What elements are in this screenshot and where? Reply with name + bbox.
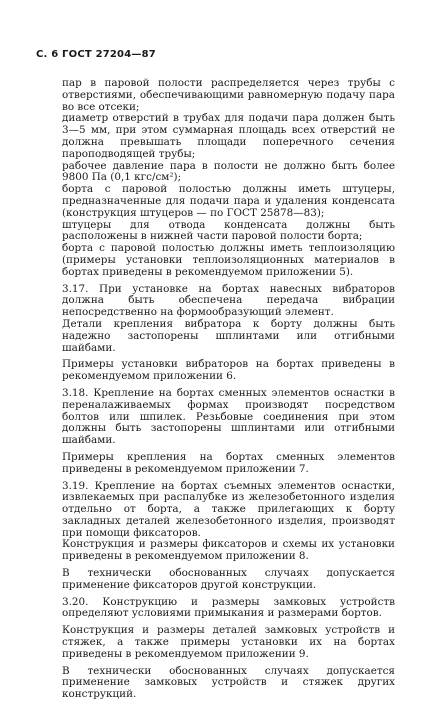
page-header: С. 6 ГОСТ 27204—87 — [36, 49, 156, 60]
paragraph: 3.17. При установке на бортах навесных вибраторов должна быть обеспечена передача вибрации непосредственно на формообразующий элемент. — [62, 282, 395, 319]
paragraph: штуцеры для отвода конденсата должны быть расположены в нижней части паровой полости борта; — [62, 218, 395, 243]
paragraph: Детали крепления вибратора к борту должны быть надежно застопорены шплинтами или отгибными шайбами. — [62, 317, 395, 354]
paragraph: рабочее давление пара в полости не должно быть более 9800 Па (0,1 кгс/см²); — [62, 159, 395, 184]
paragraph: Примеры установки вибраторов на бортах приведены в рекомендуемом приложении 6. — [62, 358, 395, 383]
paragraph: 3.18. Крепление на бортах сменных элементов оснастки в переналаживаемых формах производят посредством болтов или шпилек. Резьбовые соединения при этом должны быть застопорены шплинтами или отгибными шайбами. — [62, 386, 395, 447]
paragraph: пар в паровой полости распределяется через трубы с отверстиями, обеспечивающими равномерную подачу пара во все отсеки; — [62, 77, 395, 113]
paragraph: борта с паровой полостью должны иметь штуцеры, предназначенные для подачи пара и удаления конденсата (конструкция штуцеров — по ГОСТ 25878—83); — [62, 183, 395, 219]
paragraph: В технически обоснованных случаях допускается применение замковых устройств и стяжек других конструкций. — [62, 664, 395, 701]
paragraph: Примеры крепления на бортах сменных элементов приведены в рекомендуемом приложении 7. — [62, 450, 395, 475]
paragraph: Конструкция и размеры фиксаторов и схемы их установки приведены в рекомендуемом приложении 8. — [62, 538, 395, 563]
body-text — [62, 78, 395, 701]
paragraph: диаметр отверстий в трубах для подачи пара должен быть 3—5 мм, при этом суммарная площадь всех отверстий не должна превышать площади поперечного сечения пароподводящей трубы; — [62, 112, 395, 160]
paragraph: борта с паровой полостью должны иметь теплоизоляцию (примеры установки теплоизоляционных материалов в бортах приведены в рекомендуемом приложении 5). — [62, 242, 395, 278]
paragraph: 3.20. Конструкцию и размеры замковых устройств определяют условиями примыкания и размерами бортов. — [62, 595, 395, 620]
paragraph: 3.19. Крепление на бортах съемных элементов оснастки, извлекаемых при распалубке из железобетонного изделия отдельно от борта, а также прилегающих к борту закладных деталей железобетонного изделия, производят при помощи фиксаторов. — [62, 479, 395, 539]
paragraph: Конструкция и размеры деталей замковых устройств и стяжек, а также примеры установки их на бортах приведены в рекомендуемом приложении 9. — [62, 624, 395, 660]
paragraph: В технически обоснованных случаях допускается применение фиксаторов другой конструкции. — [62, 567, 395, 591]
